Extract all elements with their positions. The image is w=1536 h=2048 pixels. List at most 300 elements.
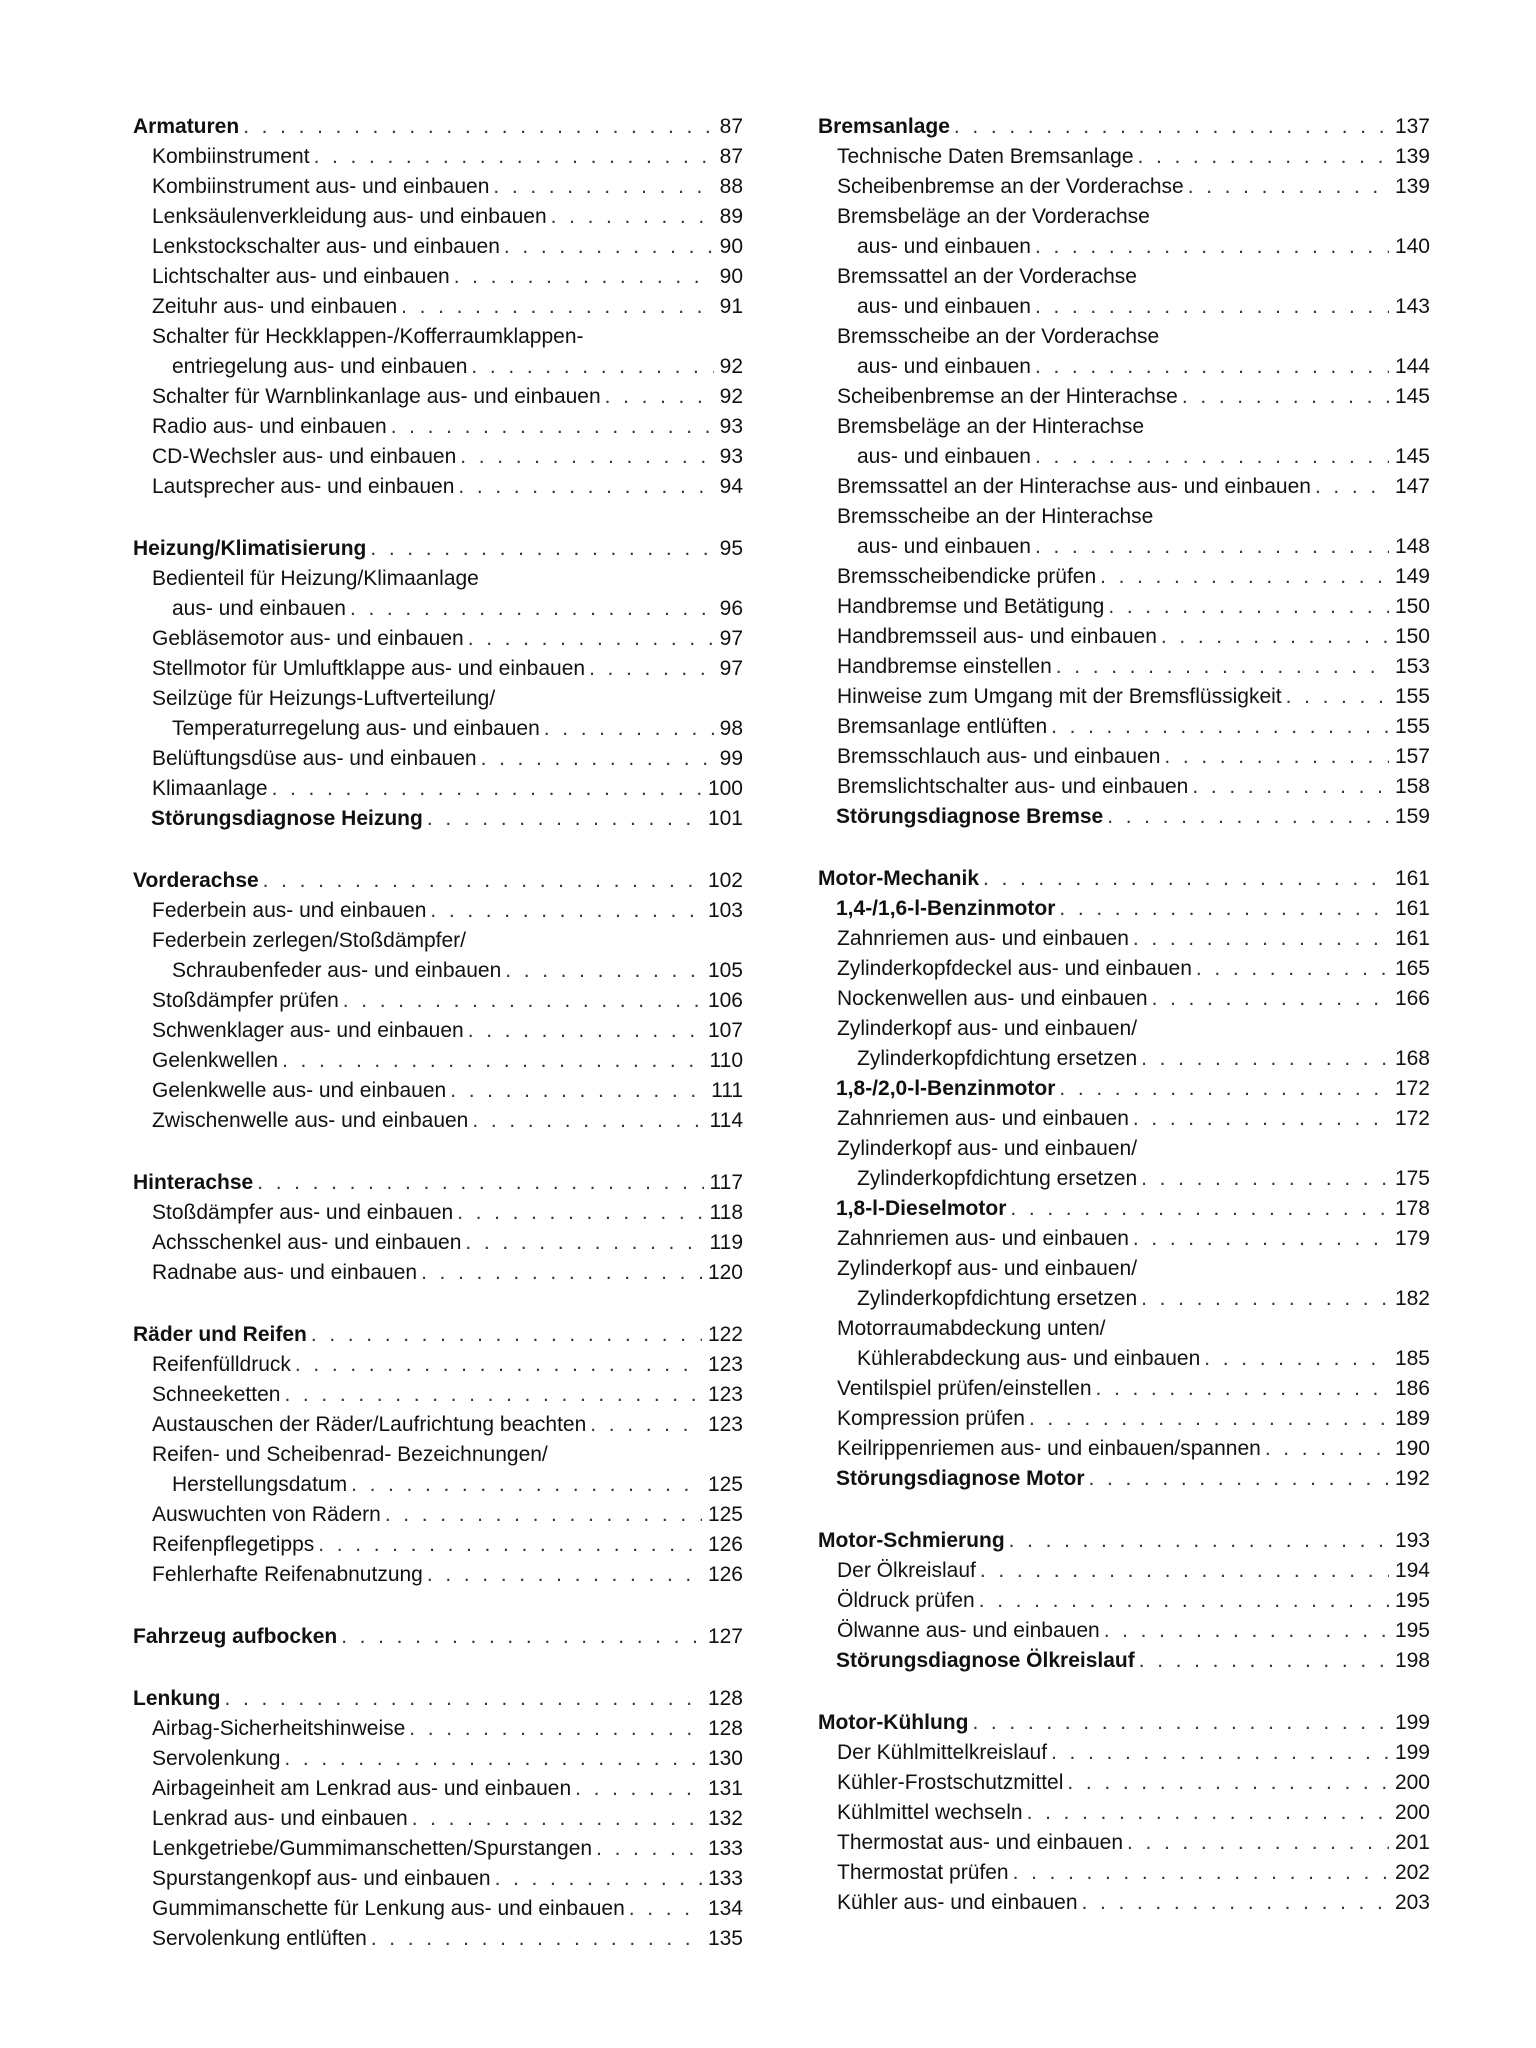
page-number: 200	[1389, 1798, 1430, 1828]
page-number: 195	[1389, 1616, 1430, 1646]
entry-title: Hinweise zum Umgang mit der Bremsflüssigkeit	[837, 682, 1286, 712]
dot-leader	[1035, 442, 1389, 472]
page-number: 98	[714, 714, 743, 744]
toc-entry	[133, 1410, 743, 1440]
dot-leader	[1035, 352, 1389, 382]
page-number: 118	[704, 1198, 743, 1228]
entry-title: aus- und einbauen	[172, 594, 350, 624]
page-number: 87	[714, 142, 743, 172]
toc-subheading	[818, 1194, 1430, 1224]
toc-entry	[133, 1350, 743, 1380]
entry-title: Thermostat prüfen	[837, 1858, 1013, 1888]
entry-title: Motor-Schmierung	[818, 1526, 1009, 1556]
dot-leader	[505, 956, 702, 986]
page-number: 110	[704, 1046, 743, 1076]
dot-leader	[1035, 232, 1389, 262]
toc-entry-wrapped	[133, 684, 743, 714]
toc-entry	[133, 352, 743, 382]
dot-leader	[391, 412, 714, 442]
entry-title: Stoßdämpfer aus- und einbauen	[152, 1198, 457, 1228]
toc-subheading	[818, 802, 1430, 832]
section-heading	[133, 866, 743, 896]
page-number: 193	[1389, 1526, 1430, 1556]
toc-entry	[818, 232, 1430, 262]
toc-entry	[818, 712, 1430, 742]
entry-title: Lenkrad aus- und einbauen	[152, 1804, 412, 1834]
dot-leader	[472, 1106, 703, 1136]
page-number: 148	[1389, 532, 1430, 562]
dot-leader	[493, 172, 713, 202]
dot-leader	[460, 442, 713, 472]
dot-leader	[465, 1228, 703, 1258]
dot-leader	[430, 896, 702, 926]
entry-title: Schwenklager aus- und einbauen	[152, 1016, 468, 1046]
toc-entry	[818, 1616, 1430, 1646]
toc-section-motor-schmierung	[818, 1526, 1430, 1676]
entry-title: Radio aus- und einbauen	[152, 412, 391, 442]
toc-entry	[133, 1500, 743, 1530]
section-heading	[133, 1684, 743, 1714]
toc-entry	[818, 682, 1430, 712]
page-number: 139	[1389, 172, 1430, 202]
entry-title: Gelenkwelle aus- und einbauen	[152, 1076, 450, 1106]
section-heading	[818, 864, 1430, 894]
toc-entry	[133, 202, 743, 232]
page-number: 185	[1389, 1344, 1430, 1374]
page-number: 165	[1389, 954, 1430, 984]
page-number: 122	[702, 1320, 743, 1350]
entry-title: Zeituhr aus- und einbauen	[152, 292, 401, 322]
dot-leader	[495, 1864, 702, 1894]
page-number: 126	[702, 1530, 743, 1560]
toc-subheading	[818, 894, 1430, 924]
entry-title: Servolenkung	[152, 1744, 284, 1774]
dot-leader	[1104, 1616, 1389, 1646]
dot-leader	[1009, 1526, 1389, 1556]
page-number: 161	[1389, 894, 1430, 924]
dot-leader	[1010, 1194, 1389, 1224]
page-number: 101	[702, 804, 743, 834]
page-number: 172	[1389, 1104, 1430, 1134]
toc-section-lenkung	[133, 1684, 743, 1954]
dot-leader	[1100, 562, 1389, 592]
toc-entry-wrapped	[818, 322, 1430, 352]
dot-leader	[1138, 142, 1389, 172]
dot-leader	[468, 624, 714, 654]
section-heading	[133, 1320, 743, 1350]
entry-title: 1,8-/2,0-l-Benzinmotor	[836, 1074, 1059, 1104]
page-number: 140	[1389, 232, 1430, 262]
toc-entry	[818, 984, 1430, 1014]
entry-title: Lenkstockschalter aus- und einbauen	[152, 232, 504, 262]
entry-title: Bedienteil für Heizung/Klimaanlage	[152, 564, 483, 594]
page-number: 198	[1389, 1646, 1430, 1676]
dot-leader	[1265, 1434, 1389, 1464]
toc-entry	[818, 382, 1430, 412]
page-number: 133	[702, 1864, 743, 1894]
page-number: 194	[1389, 1556, 1430, 1586]
entry-title: Handbremse und Betätigung	[837, 592, 1108, 622]
page-number: 133	[702, 1834, 743, 1864]
toc-entry-wrapped	[133, 322, 743, 352]
toc-entry-wrapped	[818, 1014, 1430, 1044]
dot-leader	[1188, 172, 1389, 202]
entry-title: Gebläsemotor aus- und einbauen	[152, 624, 468, 654]
entry-title: Auswuchten von Rädern	[152, 1500, 385, 1530]
toc-entry	[818, 562, 1430, 592]
entry-title: Hinterachse	[133, 1168, 257, 1198]
dot-leader	[427, 804, 702, 834]
dot-leader	[401, 292, 713, 322]
toc-entry	[818, 592, 1430, 622]
page-number: 111	[705, 1076, 743, 1106]
entry-title: Zahnriemen aus- und einbauen	[837, 924, 1133, 954]
entry-title: Herstellungsdatum	[172, 1470, 351, 1500]
toc-entry	[818, 1284, 1430, 1314]
dot-leader	[454, 262, 714, 292]
toc-entry	[818, 472, 1430, 502]
page-number: 93	[714, 442, 743, 472]
dot-leader	[1133, 1104, 1389, 1134]
page-number: 144	[1389, 352, 1430, 382]
page-number: 89	[714, 202, 743, 232]
entry-title: Bremsbeläge an der Vorderachse	[837, 202, 1154, 232]
dot-leader	[225, 1684, 702, 1714]
entry-title: Bremssattel an der Hinterachse aus- und einbauen	[837, 472, 1315, 502]
toc-entry	[133, 1198, 743, 1228]
toc-entry	[133, 292, 743, 322]
entry-title: Kombiinstrument aus- und einbauen	[152, 172, 493, 202]
entry-title: Kombiinstrument	[152, 142, 314, 172]
entry-title: Lichtschalter aus- und einbauen	[152, 262, 454, 292]
dot-leader	[1067, 1768, 1389, 1798]
page-number: 94	[714, 472, 743, 502]
page-number: 161	[1389, 924, 1430, 954]
dot-leader	[450, 1076, 705, 1106]
dot-leader	[1108, 592, 1389, 622]
page-number: 179	[1389, 1224, 1430, 1254]
page-number: 119	[704, 1228, 743, 1258]
entry-title: Stoßdämpfer prüfen	[152, 986, 343, 1016]
page-number: 178	[1389, 1194, 1430, 1224]
dot-leader	[1182, 382, 1389, 412]
toc-entry	[133, 1894, 743, 1924]
entry-title: Reifen- und Scheibenrad- Bezeichnungen/	[152, 1440, 552, 1470]
page-number: 123	[702, 1380, 743, 1410]
toc-section-heizung-klimatisierung	[133, 534, 743, 834]
dot-leader	[1139, 1646, 1389, 1676]
toc-entry-wrapped	[818, 412, 1430, 442]
entry-title: Spurstangenkopf aus- und einbauen	[152, 1864, 495, 1894]
toc-entry-wrapped	[133, 564, 743, 594]
dot-leader	[1035, 532, 1389, 562]
dot-leader	[1192, 772, 1389, 802]
page-number: 175	[1389, 1164, 1430, 1194]
toc-entry	[133, 774, 743, 804]
page-number: 149	[1389, 562, 1430, 592]
section-heading	[133, 112, 743, 142]
dot-leader	[1089, 1464, 1389, 1494]
page-number: 161	[1389, 864, 1430, 894]
toc-entry	[133, 1774, 743, 1804]
toc-subheading	[818, 1074, 1430, 1104]
toc-entry	[818, 1798, 1430, 1828]
entry-title: Federbein aus- und einbauen	[152, 896, 430, 926]
page-number: 168	[1389, 1044, 1430, 1074]
page-number: 147	[1389, 472, 1430, 502]
dot-leader	[954, 112, 1389, 142]
dot-leader	[1056, 652, 1389, 682]
entry-title: Bremsscheibe an der Vorderachse	[837, 322, 1163, 352]
dot-leader	[1029, 1404, 1389, 1434]
entry-title: Stellmotor für Umluftklappe aus- und einbauen	[152, 654, 589, 684]
page-number: 106	[702, 986, 743, 1016]
entry-title: Störungsdiagnose Ölkreislauf	[836, 1646, 1139, 1676]
toc-entry	[133, 1380, 743, 1410]
dot-leader	[1286, 682, 1389, 712]
page-number: 139	[1389, 142, 1430, 172]
entry-title: Motor-Mechanik	[818, 864, 983, 894]
toc-entry	[133, 1744, 743, 1774]
entry-title: Zahnriemen aus- und einbauen	[837, 1104, 1133, 1134]
toc-entry-wrapped	[818, 262, 1430, 292]
page-number: 132	[702, 1804, 743, 1834]
dot-leader	[318, 1530, 702, 1560]
page-number: 157	[1389, 742, 1430, 772]
entry-title: Federbein zerlegen/Stoßdämpfer/	[152, 926, 470, 956]
entry-title: Ventilspiel prüfen/einstellen	[837, 1374, 1096, 1404]
entry-title: Bremslichtschalter aus- und einbauen	[837, 772, 1192, 802]
section-heading	[133, 1622, 743, 1652]
entry-title: Vorderachse	[133, 866, 263, 896]
dot-leader	[544, 714, 714, 744]
toc-entry	[818, 1224, 1430, 1254]
page-number: 88	[714, 172, 743, 202]
dot-leader	[589, 654, 714, 684]
dot-leader	[596, 1834, 702, 1864]
page-number: 90	[714, 232, 743, 262]
page-number: 114	[704, 1106, 743, 1136]
entry-title: Kühler aus- und einbauen	[837, 1888, 1082, 1918]
dot-leader	[481, 744, 714, 774]
entry-title: Bremssattel an der Vorderachse	[837, 262, 1141, 292]
entry-title: 1,4-/1,6-l-Benzinmotor	[836, 894, 1059, 924]
page-number: 97	[714, 654, 743, 684]
entry-title: Zylinderkopfdichtung ersetzen	[857, 1284, 1141, 1314]
entry-title: Austauschen der Räder/Laufrichtung beachten	[152, 1410, 590, 1440]
entry-title: 1,8-l-Dieselmotor	[836, 1194, 1010, 1224]
dot-leader	[295, 1350, 702, 1380]
dot-leader	[1035, 292, 1389, 322]
page-number: 166	[1389, 984, 1430, 1014]
page-number: 105	[702, 956, 743, 986]
entry-title: Zylinderkopf aus- und einbauen/	[837, 1254, 1141, 1284]
entry-title: Bremsbeläge an der Hinterachse	[837, 412, 1148, 442]
entry-title: Kühlerabdeckung aus- und einbauen	[857, 1344, 1204, 1374]
entry-title: Zylinderkopf aus- und einbauen/	[837, 1014, 1141, 1044]
page-number: 200	[1389, 1768, 1430, 1798]
toc-entry	[133, 654, 743, 684]
toc-subheading	[818, 1464, 1430, 1494]
entry-title: Räder und Reifen	[133, 1320, 311, 1350]
dot-leader	[412, 1804, 702, 1834]
entry-title: Schalter für Warnblinkanlage aus- und einbauen	[152, 382, 605, 412]
page-number: 126	[702, 1560, 743, 1590]
toc-entry	[133, 262, 743, 292]
entry-title: Fahrzeug aufbocken	[133, 1622, 341, 1652]
toc-entry	[133, 1804, 743, 1834]
toc-entry-wrapped	[818, 502, 1430, 532]
dot-leader	[371, 1924, 702, 1954]
section-heading	[133, 534, 743, 564]
toc-entry	[133, 1046, 743, 1076]
page-number: 159	[1389, 802, 1430, 832]
entry-title: Radnabe aus- und einbauen	[152, 1258, 421, 1288]
page-number: 128	[702, 1714, 743, 1744]
page-number: 145	[1389, 382, 1430, 412]
dot-leader	[1127, 1828, 1389, 1858]
entry-title: Temperaturregelung aus- und einbauen	[172, 714, 544, 744]
page-number: 117	[704, 1168, 743, 1198]
entry-title: Öldruck prüfen	[837, 1586, 979, 1616]
entry-title: aus- und einbauen	[857, 532, 1035, 562]
entry-title: Gelenkwellen	[152, 1046, 282, 1076]
page-number: 195	[1389, 1586, 1430, 1616]
page-number: 123	[702, 1350, 743, 1380]
page-number: 123	[702, 1410, 743, 1440]
dot-leader	[1082, 1888, 1389, 1918]
page-number: 96	[714, 594, 743, 624]
section-heading	[818, 1526, 1430, 1556]
toc-entry-wrapped	[818, 1134, 1430, 1164]
page-number: 93	[714, 412, 743, 442]
entry-title: Zylinderkopf aus- und einbauen/	[837, 1134, 1141, 1164]
page-number: 153	[1389, 652, 1430, 682]
page-number: 145	[1389, 442, 1430, 472]
dot-leader	[343, 986, 702, 1016]
page-number: 201	[1389, 1828, 1430, 1858]
entry-title: Bremsschlauch aus- und einbauen	[837, 742, 1164, 772]
dot-leader	[1141, 1044, 1389, 1074]
toc-entry	[133, 1834, 743, 1864]
toc-entry	[818, 532, 1430, 562]
entry-title: Störungsdiagnose Heizung	[151, 804, 427, 834]
toc-section-fahrzeug-aufbocken	[133, 1622, 743, 1652]
dot-leader	[351, 1470, 702, 1500]
page-number: 172	[1389, 1074, 1430, 1104]
page-number: 87	[714, 112, 743, 142]
entry-title: Der Ölkreislauf	[837, 1556, 980, 1586]
dot-leader	[458, 472, 713, 502]
toc-entry	[818, 1556, 1430, 1586]
entry-title: Scheibenbremse an der Hinterachse	[837, 382, 1182, 412]
dot-leader	[1013, 1858, 1389, 1888]
entry-title: CD-Wechsler aus- und einbauen	[152, 442, 460, 472]
toc-entry	[818, 442, 1430, 472]
page-number: 90	[714, 262, 743, 292]
page-number: 135	[702, 1924, 743, 1954]
toc-entry	[133, 594, 743, 624]
toc-entry	[133, 1106, 743, 1136]
toc-section-vorderachse	[133, 866, 743, 1136]
page-number: 190	[1389, 1434, 1430, 1464]
page-number: 125	[702, 1470, 743, 1500]
dot-leader	[471, 352, 713, 382]
dot-leader	[504, 232, 714, 262]
dot-leader	[1096, 1374, 1389, 1404]
toc-entry	[818, 652, 1430, 682]
dot-leader	[590, 1410, 702, 1440]
entry-title: Kompression prüfen	[837, 1404, 1029, 1434]
entry-title: Kühlmittel wechseln	[837, 1798, 1027, 1828]
page-number: 125	[702, 1500, 743, 1530]
dot-leader	[409, 1714, 702, 1744]
section-heading	[133, 1168, 743, 1198]
entry-title: Nockenwellen aus- und einbauen	[837, 984, 1152, 1014]
toc-entry	[133, 1016, 743, 1046]
dot-leader	[284, 1380, 702, 1410]
entry-title: aus- und einbauen	[857, 442, 1035, 472]
toc-section-armaturen	[133, 112, 743, 502]
page-number: 97	[714, 624, 743, 654]
page-number: 150	[1389, 592, 1430, 622]
page-number: 120	[702, 1258, 743, 1288]
toc-entry	[818, 1768, 1430, 1798]
entry-title: Schneeketten	[152, 1380, 284, 1410]
page-number: 203	[1389, 1888, 1430, 1918]
page-number: 137	[1389, 112, 1430, 142]
page-number: 100	[702, 774, 743, 804]
toc-section-bremsanlage	[818, 112, 1430, 832]
toc-entry	[133, 1470, 743, 1500]
entry-title: Airbageinheit am Lenkrad aus- und einbauen	[152, 1774, 575, 1804]
page-number: 92	[714, 352, 743, 382]
entry-title: Reifenpflegetipps	[152, 1530, 318, 1560]
toc-entry-wrapped	[818, 1314, 1430, 1344]
entry-title: Handbremsseil aus- und einbauen	[837, 622, 1161, 652]
dot-leader	[468, 1016, 702, 1046]
toc-entry	[133, 1714, 743, 1744]
dot-leader	[1204, 1344, 1389, 1374]
toc-entry	[818, 1888, 1430, 1918]
entry-title: aus- und einbauen	[857, 352, 1035, 382]
page-number: 134	[702, 1894, 743, 1924]
entry-title: Bremsanlage	[818, 112, 954, 142]
toc-entry-wrapped	[818, 202, 1430, 232]
entry-title: Heizung/Klimatisierung	[133, 534, 370, 564]
dot-leader	[341, 1622, 702, 1652]
toc-entry	[818, 1828, 1430, 1858]
toc-entry-wrapped	[818, 1254, 1430, 1284]
entry-title: Bremsanlage entlüften	[837, 712, 1051, 742]
toc-entry	[133, 986, 743, 1016]
toc-entry	[818, 772, 1430, 802]
toc-entry	[133, 896, 743, 926]
toc-entry	[818, 1104, 1430, 1134]
page-number: 127	[702, 1622, 743, 1652]
dot-leader	[1133, 924, 1389, 954]
toc-entry	[818, 1434, 1430, 1464]
toc-section-motor-kuehlung	[818, 1708, 1430, 1918]
toc-entry	[818, 142, 1430, 172]
dot-leader	[263, 866, 702, 896]
page-number: 199	[1389, 1738, 1430, 1768]
page-number: 155	[1389, 712, 1430, 742]
toc-entry	[818, 1858, 1430, 1888]
toc-section-hinterachse	[133, 1168, 743, 1288]
dot-leader	[1141, 1284, 1389, 1314]
toc-entry	[133, 1258, 743, 1288]
